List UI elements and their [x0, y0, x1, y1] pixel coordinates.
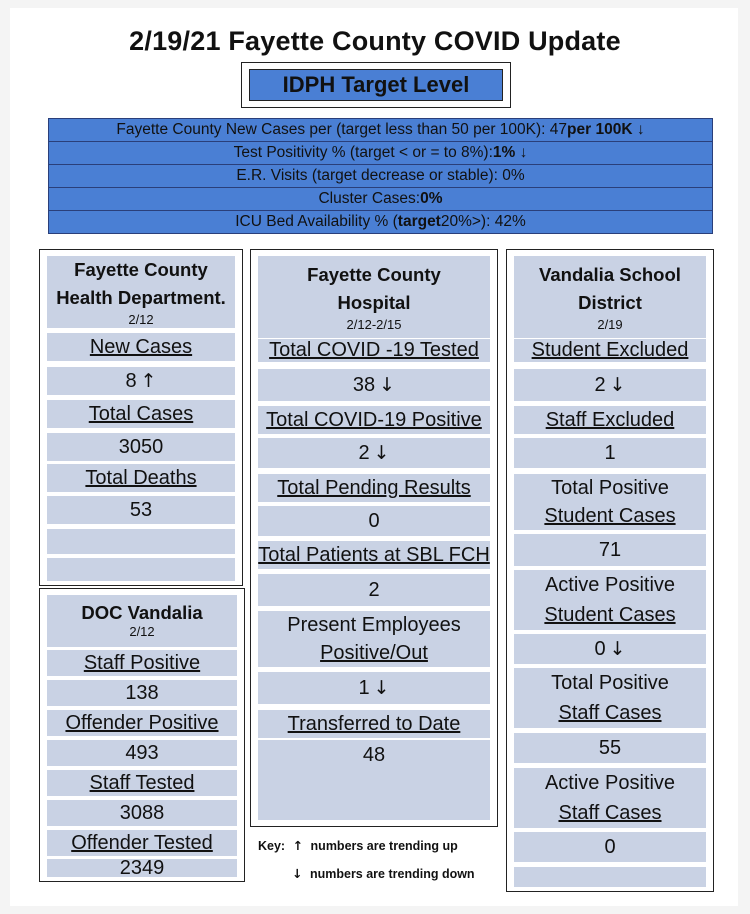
- offender-tested-value-cell: [47, 856, 237, 879]
- doc-vandalia-header: [47, 595, 237, 647]
- total-deaths-label: Total Deaths: [85, 466, 197, 489]
- health-department-date: 2/12: [128, 312, 154, 327]
- metric-new-cases: [48, 118, 713, 142]
- offender-positive-label-cell: [47, 710, 237, 736]
- staff-positive-value: 138: [125, 681, 159, 704]
- tested-value: 38: [352, 373, 376, 396]
- metric-text: E.R. Visits (target decrease or stable): 0%: [236, 167, 525, 184]
- employees-value-cell: [258, 672, 490, 704]
- hospital-panel: [250, 249, 498, 827]
- employees-label: Positive/Out: [320, 642, 428, 664]
- total-pos-student-value-cell: [514, 534, 706, 566]
- staff-positive-label-cell: [47, 650, 237, 676]
- metric-er-visits: [48, 164, 713, 188]
- new-cases-label: New Cases: [89, 335, 193, 358]
- total-deaths-value-cell: [47, 496, 235, 524]
- metric-icu-beds: [48, 210, 713, 234]
- total-pos-student-label: Student Cases: [544, 505, 676, 527]
- metric-text: Fayette County New Cases per (target less than 50 per 100K): 47: [116, 121, 568, 138]
- active-pos-student-value: 0: [594, 637, 606, 660]
- student-excluded-label-cell: [514, 339, 706, 362]
- arrow-down-icon: ↓: [373, 442, 390, 464]
- patients-label: Total Patients at SBL FCH: [258, 543, 490, 566]
- patients-value: 2: [368, 578, 380, 601]
- staff-excluded-value-cell: [514, 438, 706, 468]
- total-pos-staff-label-cell: [514, 668, 706, 728]
- active-pos-staff-label: Active Positive: [544, 772, 676, 794]
- metric-text: Cluster Cases:: [318, 190, 421, 207]
- active-pos-student-label-cell: [514, 570, 706, 630]
- total-pos-staff-label: Total Positive: [551, 672, 669, 694]
- patients-value-cell: [258, 574, 490, 606]
- school-district-title: Vandalia School: [539, 264, 681, 285]
- active-pos-student-label: Active Positive: [544, 574, 676, 596]
- school-district-panel: [506, 249, 714, 892]
- patients-label-cell: [258, 541, 490, 569]
- arrow-down-icon: ↓: [373, 677, 390, 699]
- total-pos-staff-value-cell: [514, 733, 706, 763]
- trend-key: [258, 832, 475, 888]
- pending-value: 0: [368, 509, 380, 532]
- total-cases-value: 3050: [118, 435, 164, 458]
- arrow-down-icon: ↓: [292, 866, 303, 881]
- student-excluded-value-cell: [514, 369, 706, 401]
- school-district-date: 2/19: [597, 317, 623, 332]
- doc-vandalia-date: 2/12: [129, 624, 155, 639]
- health-department-title: Health Department.: [56, 287, 226, 308]
- staff-tested-value: 3088: [119, 801, 165, 824]
- new-cases-label-cell: [47, 333, 235, 361]
- metric-bold: per 100K ↓: [567, 121, 645, 138]
- active-pos-student-value-cell: [514, 634, 706, 664]
- key-label: Key:: [258, 839, 286, 853]
- positive-value: 2: [358, 441, 370, 464]
- active-pos-staff-label-cell: [514, 768, 706, 828]
- metric-text: ICU Bed Availability % (: [235, 213, 398, 230]
- student-excluded-label: Student Excluded: [531, 339, 689, 361]
- doc-vandalia-title: DOC Vandalia: [81, 602, 203, 623]
- tested-label: Total COVID -19 Tested: [269, 339, 479, 361]
- total-pos-staff-value: 55: [598, 736, 622, 759]
- total-pos-student-value: 71: [598, 538, 622, 561]
- key-up-text: numbers are trending up: [310, 839, 458, 853]
- offender-tested-value: 2349: [119, 856, 165, 879]
- arrow-up-icon: ↑: [292, 838, 304, 853]
- metric-test-positivity: [48, 141, 713, 165]
- school-district-title: District: [578, 292, 642, 313]
- transferred-value: 48: [362, 744, 386, 766]
- metric-text: 20%>): 42%: [440, 213, 526, 230]
- offender-positive-value: 493: [125, 741, 159, 764]
- arrow-down-icon: ↓: [609, 374, 626, 396]
- employees-label: Present Employees: [287, 614, 461, 636]
- offender-tested-label: Offender Tested: [71, 831, 213, 854]
- active-pos-student-label: Student Cases: [544, 604, 676, 626]
- active-pos-staff-value-cell: [514, 832, 706, 862]
- student-excluded-value: 2: [594, 373, 606, 396]
- page-title: 2/19/21 Fayette County COVID Update: [129, 26, 621, 56]
- health-department-header: [47, 256, 235, 328]
- offender-positive-value-cell: [47, 740, 237, 766]
- staff-positive-value-cell: [47, 680, 237, 706]
- positive-label: Total COVID-19 Positive: [266, 408, 482, 431]
- pending-label-cell: [258, 474, 490, 502]
- empty-cell: [47, 529, 235, 554]
- arrow-up-icon: ↑: [140, 370, 157, 392]
- positive-label-cell: [258, 406, 490, 434]
- empty-cell: [47, 558, 235, 581]
- total-cases-value-cell: [47, 433, 235, 461]
- key-down-text: numbers are trending down: [309, 867, 475, 881]
- total-pos-student-label-cell: [514, 474, 706, 530]
- total-deaths-label-cell: [47, 464, 235, 492]
- staff-positive-label: Staff Positive: [83, 651, 201, 674]
- active-pos-staff-label: Staff Cases: [558, 802, 662, 824]
- hospital-title: Fayette County: [307, 264, 441, 285]
- key-row-up: [258, 832, 475, 860]
- employees-value: 1: [358, 676, 370, 699]
- staff-excluded-label-cell: [514, 406, 706, 434]
- key-row-down: [258, 860, 475, 888]
- tested-value-cell: [258, 369, 490, 401]
- employees-label-cell: [258, 611, 490, 667]
- pending-label: Total Pending Results: [277, 476, 471, 499]
- metric-bold: 1% ↓: [492, 144, 528, 161]
- staff-tested-value-cell: [47, 800, 237, 826]
- offender-positive-label: Offender Positive: [65, 711, 219, 734]
- total-pos-staff-label: Staff Cases: [558, 702, 662, 724]
- metric-cluster-cases: [48, 187, 713, 211]
- metric-text: Test Positivity % (target < or = to 8%):: [233, 144, 493, 161]
- target-level-box: [241, 62, 511, 108]
- arrow-down-icon: ↓: [379, 374, 396, 396]
- health-department-panel: [39, 249, 243, 586]
- hospital-date: 2/12-2/15: [346, 317, 402, 332]
- hospital-title: Hospital: [337, 292, 411, 313]
- staff-excluded-label: Staff Excluded: [545, 408, 675, 431]
- health-department-title: Fayette County: [74, 259, 208, 280]
- arrow-down-icon: ↓: [609, 638, 626, 660]
- positive-value-cell: [258, 438, 490, 468]
- metric-bold: 0%: [420, 190, 443, 207]
- target-level-label: IDPH Target Level: [249, 69, 503, 101]
- total-deaths-value: 53: [129, 498, 153, 521]
- tested-label-cell: [258, 339, 490, 362]
- staff-tested-label-cell: [47, 770, 237, 796]
- metric-bold: target: [397, 213, 441, 230]
- new-cases-value-cell: [47, 367, 235, 395]
- hospital-header: [258, 256, 490, 338]
- total-pos-student-label: Total Positive: [551, 477, 669, 499]
- offender-tested-label-cell: [47, 830, 237, 856]
- pending-value-cell: [258, 506, 490, 536]
- school-district-header: [514, 256, 706, 338]
- transferred-label: Transferred to Date: [287, 712, 461, 735]
- new-cases-value: 8: [125, 369, 137, 392]
- staff-excluded-value: 1: [604, 441, 616, 464]
- transferred-value-cell: [258, 740, 490, 820]
- target-metrics: [48, 118, 713, 233]
- empty-cell: [514, 867, 706, 887]
- total-cases-label: Total Cases: [88, 402, 194, 425]
- total-cases-label-cell: [47, 400, 235, 428]
- staff-tested-label: Staff Tested: [89, 771, 195, 794]
- active-pos-staff-value: 0: [604, 835, 616, 858]
- doc-vandalia-panel: [39, 588, 245, 882]
- transferred-label-cell: [258, 710, 490, 738]
